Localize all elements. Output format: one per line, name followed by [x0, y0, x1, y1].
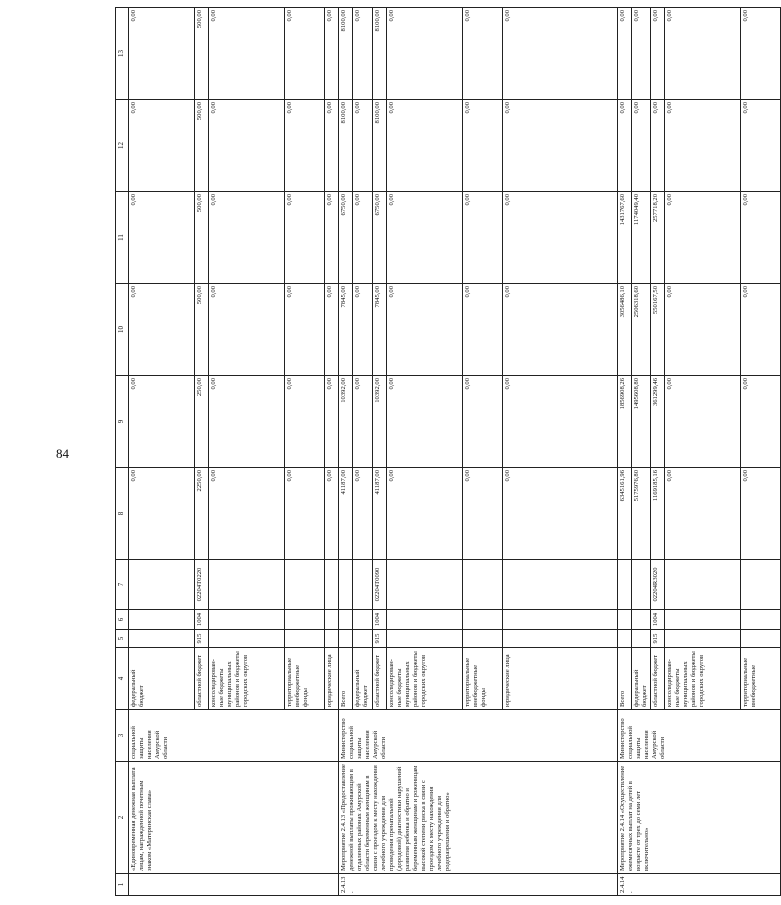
amount-cell: 7845,00: [373, 284, 387, 376]
grbs-code-cell: [618, 630, 632, 648]
amount-cell: 0,00: [463, 100, 503, 192]
amount-cell: 500,00: [195, 284, 209, 376]
rotated-table-container: [115, 8, 758, 896]
target-article-cell: [325, 560, 339, 610]
funding-source-cell: консолидирован-ные бюджеты муниципальных районов и бюджеты городских округов: [665, 648, 741, 710]
amount-cell: 0,00: [325, 284, 339, 376]
target-article-cell: [285, 560, 325, 610]
funding-source-cell: территориальные внебюджетные фонды: [285, 648, 325, 710]
funding-source-cell: консолидирован-ные бюджеты муниципальных районов и бюджеты городских округов: [209, 648, 285, 710]
amount-cell: 0,00: [387, 100, 463, 192]
section-code-cell: [632, 610, 651, 630]
amount-cell: 5175976,80: [632, 468, 651, 560]
amount-cell: 8100,00: [373, 100, 387, 192]
amount-cell: 0,00: [618, 100, 632, 192]
grbs-code-cell: [339, 630, 353, 648]
funding-source-cell: территориальные внебюджетные фонды: [463, 648, 503, 710]
amount-cell: 0,00: [285, 8, 325, 100]
column-number-cell: 2: [116, 762, 129, 874]
amount-cell: 8100,00: [339, 100, 353, 192]
amount-cell: 41187,00: [339, 468, 353, 560]
grbs-code-cell: [209, 630, 285, 648]
amount-cell: 0,00: [387, 468, 463, 560]
target-article-cell: [209, 560, 285, 610]
amount-cell: 6345161,96: [618, 468, 632, 560]
amount-cell: 0,00: [129, 8, 195, 100]
amount-cell: 0,00: [129, 376, 195, 468]
amount-cell: 0,00: [353, 284, 373, 376]
section-code-cell: [741, 610, 781, 630]
amount-cell: 0,00: [651, 8, 665, 100]
funding-source-cell: Всего: [618, 648, 632, 710]
column-number-cell: 11: [116, 192, 129, 284]
executor-cell: Министерство социальной защиты населения Амурской области: [339, 710, 618, 762]
amount-cell: 0,00: [665, 468, 741, 560]
target-article-cell: 02204T0090: [373, 560, 387, 610]
amount-cell: 0,00: [285, 192, 325, 284]
funding-source-cell: юридические лица: [503, 648, 618, 710]
amount-cell: 250,00: [195, 376, 209, 468]
amount-cell: 0,00: [741, 192, 781, 284]
target-article-cell: [741, 560, 781, 610]
amount-cell: 0,00: [387, 8, 463, 100]
amount-cell: 361299,46: [651, 376, 665, 468]
row-number-cell: [129, 874, 339, 896]
funding-source-cell: территориальные внебюджетные: [741, 648, 781, 710]
amount-cell: 6750,00: [373, 192, 387, 284]
target-article-cell: [632, 560, 651, 610]
amount-cell: 0,00: [503, 8, 618, 100]
grbs-code-cell: [285, 630, 325, 648]
grbs-code-cell: [741, 630, 781, 648]
grbs-code-cell: [325, 630, 339, 648]
amount-cell: 0,00: [463, 284, 503, 376]
amount-cell: 0,00: [129, 284, 195, 376]
grbs-code-cell: 915: [651, 630, 665, 648]
section-code-cell: [325, 610, 339, 630]
amount-cell: 0,00: [741, 376, 781, 468]
column-number-cell: 7: [116, 560, 129, 610]
amount-cell: 0,00: [665, 284, 741, 376]
funding-source-cell: Всего: [339, 648, 353, 710]
grbs-code-cell: [387, 630, 463, 648]
section-code-cell: [463, 610, 503, 630]
section-code-cell: [353, 610, 373, 630]
budget-table: [115, 7, 781, 896]
table-body: [116, 8, 781, 896]
amount-cell: 0,00: [209, 8, 285, 100]
amount-cell: 10392,00: [373, 376, 387, 468]
column-number-cell: 13: [116, 8, 129, 100]
column-number-cell: 3: [116, 710, 129, 762]
column-number-cell: 5: [116, 630, 129, 648]
section-code-cell: [503, 610, 618, 630]
target-article-cell: [665, 560, 741, 610]
amount-cell: 0,00: [632, 8, 651, 100]
funding-source-cell: областной бюджет: [373, 648, 387, 710]
funding-source-cell: консолидирован-ные бюджеты муниципальных районов и бюджеты городских округов: [387, 648, 463, 710]
amount-cell: 0,00: [285, 100, 325, 192]
section-code-cell: 1004: [195, 610, 209, 630]
amount-cell: 0,00: [129, 100, 195, 192]
amount-cell: 0,00: [741, 468, 781, 560]
executor-cell: социальной защиты населения Амурской области: [129, 710, 339, 762]
target-article-cell: 02204T0220: [195, 560, 209, 610]
amount-cell: 41187,00: [373, 468, 387, 560]
target-article-cell: [129, 560, 195, 610]
amount-cell: 0,00: [325, 192, 339, 284]
amount-cell: 0,00: [741, 100, 781, 192]
column-number-cell: 10: [116, 284, 129, 376]
amount-cell: 0,00: [285, 376, 325, 468]
column-number-cell: 8: [116, 468, 129, 560]
target-article-cell: [387, 560, 463, 610]
section-code-cell: [339, 610, 353, 630]
amount-cell: 0,00: [665, 100, 741, 192]
amount-cell: 7845,00: [339, 284, 353, 376]
target-article-cell: 02204R3020: [651, 560, 665, 610]
grbs-code-cell: [353, 630, 373, 648]
section-code-cell: 1004: [373, 610, 387, 630]
amount-cell: 6750,00: [339, 192, 353, 284]
amount-cell: 0,00: [503, 468, 618, 560]
grbs-code-cell: [129, 630, 195, 648]
amount-cell: 0,00: [325, 376, 339, 468]
target-article-cell: [463, 560, 503, 610]
grbs-code-cell: [632, 630, 651, 648]
funding-source-cell: федеральный бюджет: [353, 648, 373, 710]
amount-cell: 1431767,60: [618, 192, 632, 284]
amount-cell: 0,00: [741, 284, 781, 376]
funding-source-cell: федеральный бюджет: [129, 648, 195, 710]
amount-cell: 0,00: [209, 284, 285, 376]
amount-cell: 2506318,60: [632, 284, 651, 376]
amount-cell: 1856908,26: [618, 376, 632, 468]
amount-cell: 0,00: [209, 376, 285, 468]
column-number-row: [116, 8, 129, 896]
amount-cell: 0,00: [387, 284, 463, 376]
amount-cell: 0,00: [741, 8, 781, 100]
page-number: 84: [56, 446, 69, 461]
amount-cell: 0,00: [325, 468, 339, 560]
amount-cell: 0,00: [665, 8, 741, 100]
amount-cell: 0,00: [463, 468, 503, 560]
amount-cell: 257718,20: [651, 192, 665, 284]
amount-cell: 0,00: [353, 8, 373, 100]
amount-cell: 0,00: [651, 100, 665, 192]
grbs-code-cell: [463, 630, 503, 648]
grbs-code-cell: 915: [373, 630, 387, 648]
row-number-cell: 2.4.14.: [618, 874, 781, 896]
amount-cell: 2250,00: [195, 468, 209, 560]
target-article-cell: [503, 560, 618, 610]
amount-cell: 500,00: [195, 8, 209, 100]
amount-cell: 0,00: [209, 192, 285, 284]
amount-cell: 1174049,40: [632, 192, 651, 284]
amount-cell: 0,00: [325, 100, 339, 192]
amount-cell: 0,00: [209, 100, 285, 192]
amount-cell: 1169185,16: [651, 468, 665, 560]
amount-cell: 0,00: [353, 376, 373, 468]
column-number-cell: 9: [116, 376, 129, 468]
section-code-cell: [129, 610, 195, 630]
amount-cell: 0,00: [129, 468, 195, 560]
section-code-cell: [387, 610, 463, 630]
target-article-cell: [339, 560, 353, 610]
section-code-cell: [618, 610, 632, 630]
measure-name-cell: «Единовременная денежная выплата лицам, награжденной почетным знаком «Материнская слава»: [129, 762, 339, 874]
section-code-cell: [209, 610, 285, 630]
table-row: [618, 8, 632, 896]
target-article-cell: [618, 560, 632, 610]
funding-source-cell: областной бюджет: [195, 648, 209, 710]
column-number-cell: 6: [116, 610, 129, 630]
amount-cell: 0,00: [632, 100, 651, 192]
funding-source-cell: областной бюджет: [651, 648, 665, 710]
target-article-cell: [353, 560, 373, 610]
amount-cell: 0,00: [325, 8, 339, 100]
amount-cell: 0,00: [665, 376, 741, 468]
row-number-cell: 2.4.13.: [339, 874, 618, 896]
funding-source-cell: федеральный бюджет: [632, 648, 651, 710]
column-number-cell: 1: [116, 874, 129, 896]
amount-cell: 0,00: [503, 100, 618, 192]
section-code-cell: [285, 610, 325, 630]
amount-cell: 0,00: [463, 8, 503, 100]
section-code-cell: 1004: [651, 610, 665, 630]
amount-cell: 0,00: [285, 468, 325, 560]
amount-cell: 0,00: [503, 376, 618, 468]
amount-cell: 0,00: [463, 192, 503, 284]
rotated-table-wrapper: [115, 8, 758, 896]
amount-cell: 0,00: [353, 192, 373, 284]
section-code-cell: [665, 610, 741, 630]
amount-cell: 0,00: [463, 376, 503, 468]
amount-cell: 0,00: [129, 192, 195, 284]
grbs-code-cell: [503, 630, 618, 648]
amount-cell: 10392,00: [339, 376, 353, 468]
amount-cell: 0,00: [503, 284, 618, 376]
grbs-code-cell: [665, 630, 741, 648]
amount-cell: 500,00: [195, 192, 209, 284]
amount-cell: 0,00: [209, 468, 285, 560]
measure-name-cell: Мероприятие 2.4.14 «Осуществление ежемесячных выплат на детей в возрасте от трех до семи лет включительно»: [618, 762, 781, 874]
executor-cell: Министерство социальной защиты населения Амурской области: [618, 710, 781, 762]
amount-cell: 1495608,80: [632, 376, 651, 468]
amount-cell: 0,00: [618, 8, 632, 100]
amount-cell: 0,00: [665, 192, 741, 284]
amount-cell: 0,00: [285, 284, 325, 376]
grbs-code-cell: 915: [195, 630, 209, 648]
amount-cell: 0,00: [387, 192, 463, 284]
funding-source-cell: юридические лица: [325, 648, 339, 710]
table-row: [129, 8, 195, 896]
measure-name-cell: Мероприятие 2.4.13 «Предоставление денежной выплаты проживающим в отдаленных районах Амурской области беременным женщинам в связи с проездом к месту нахождения лечебного учреждения для проведения пренатальной (дородовой) диагностики нарушений развития ребенка и обратно и беременным женщинам и роженицам высокой степени риска в связи с проездом к месту нахождения лечебного учреждения для родоразрешения и обратно»: [339, 762, 618, 874]
amount-cell: 550167,50: [651, 284, 665, 376]
table-row: [339, 8, 353, 896]
amount-cell: 0,00: [353, 468, 373, 560]
amount-cell: 0,00: [353, 100, 373, 192]
column-number-cell: 12: [116, 100, 129, 192]
column-number-cell: 4: [116, 648, 129, 710]
amount-cell: 3056486,10: [618, 284, 632, 376]
amount-cell: 500,00: [195, 100, 209, 192]
amount-cell: 0,00: [387, 376, 463, 468]
amount-cell: 8100,00: [373, 8, 387, 100]
amount-cell: 8100,00: [339, 8, 353, 100]
amount-cell: 0,00: [503, 192, 618, 284]
